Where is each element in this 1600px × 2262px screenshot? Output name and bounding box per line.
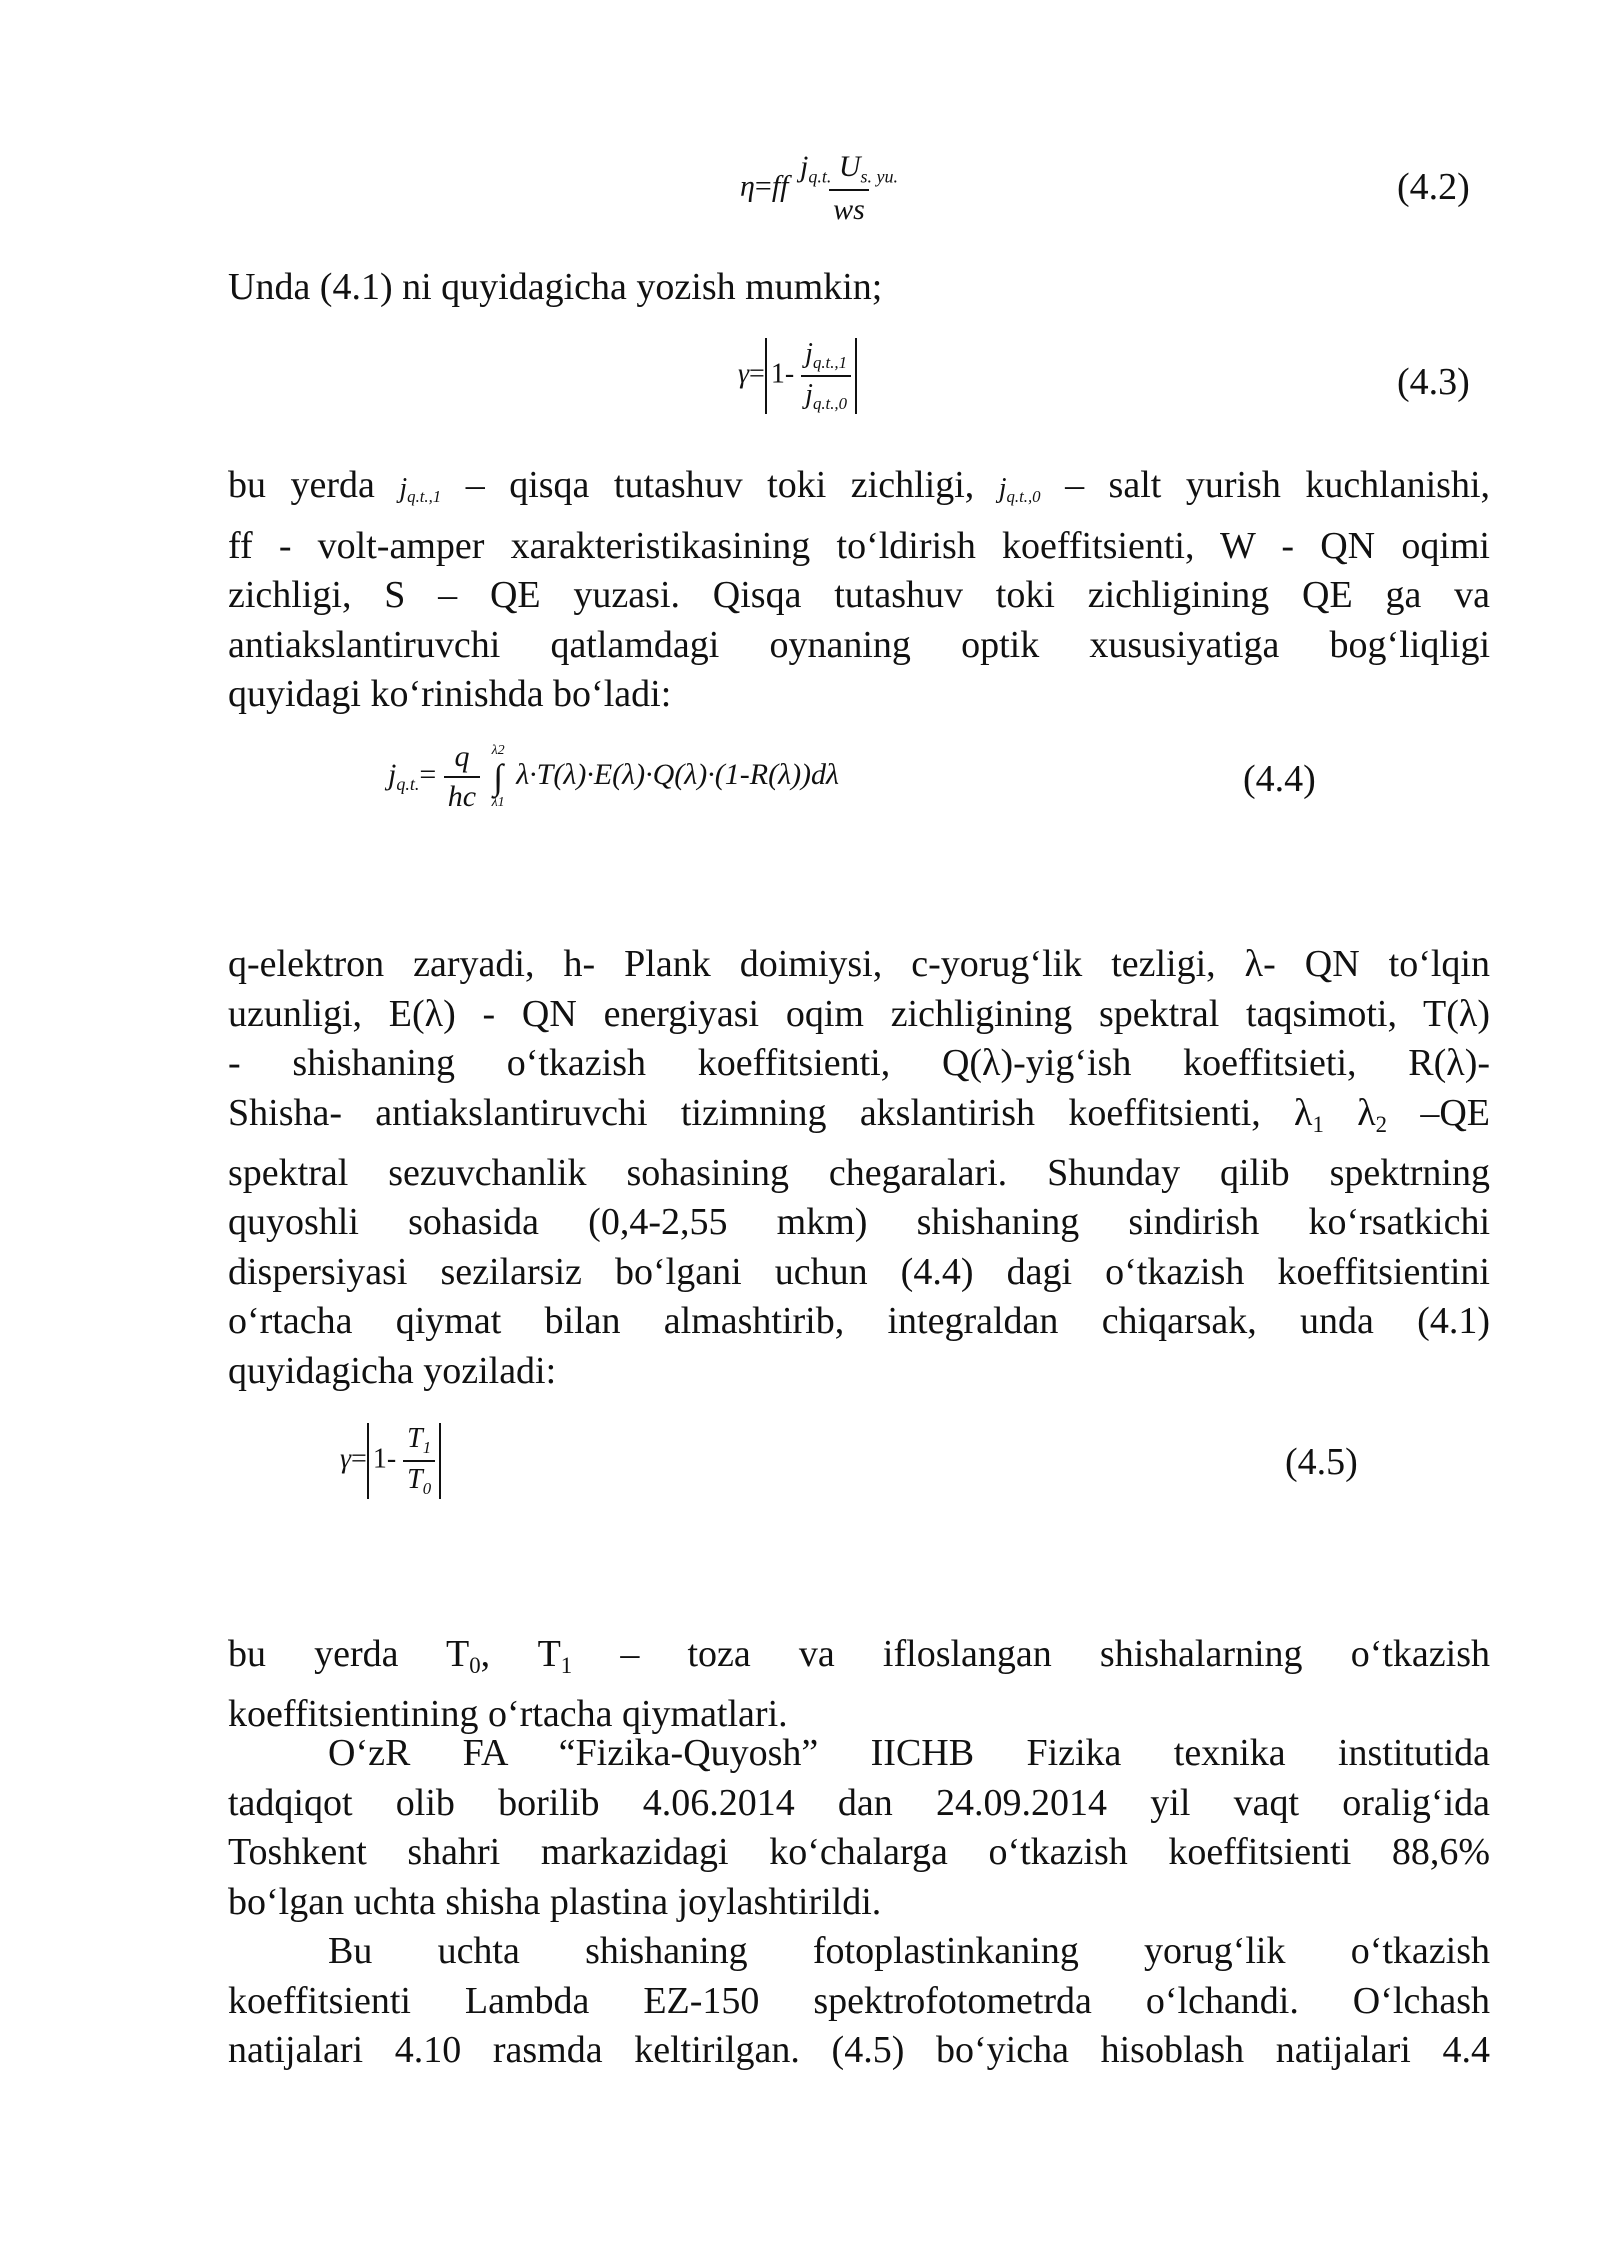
p1-text: Unda (4.1) ni quyidagicha yozish mumkin; [228,266,883,308]
p5-line-2: tadqiqot olib borilib 4.06.2014 dan 24.09.2014 yil vaqt oralig‘ida [228,1781,1490,1824]
eq-4-4-number: (4.4) [1243,758,1316,800]
eq-4-4-upper-limit: λ2 [491,743,505,758]
p4-line-1 [228,1630,1490,1690]
eq-4-2-denominator: ws [829,189,869,227]
eq-4-4-integrand: λ·T(λ)·E(λ)·Q(λ)·(1-R(λ))dλ [516,757,840,791]
eq-4-4-fraction [444,740,480,814]
eq-4-2-lhs: η [740,169,755,203]
eq-4-4-lhs-sub: q.t. [396,774,420,795]
eq-4-3-denominator [801,375,851,414]
eq-4-3-num-sub: q.t.,1 [812,352,847,372]
eq-4-3-den-sub: q.t.,0 [812,393,847,413]
p2-sym1: j [399,473,408,504]
eq-4-4-integral [492,743,505,811]
p3-line-8: o‘rtacha qiymat bilan almashtirib, integraldan chiqarsak, unda (4.1) [228,1300,1490,1343]
eq-4-5-fraction [403,1423,435,1499]
eq-4-2-ff: ff [771,169,789,203]
p3-l4-c: –QE [1387,1091,1490,1134]
p3-l4-s1: 1 [1312,1111,1324,1137]
eq-4-4-denominator: hc [444,776,480,814]
eq-4-2-j: j [799,150,809,183]
equation-4-5 [340,1423,441,1499]
paragraph-3 [228,940,1490,1396]
eq-4-2-number: (4.2) [1397,166,1470,208]
p3-line-2: uzunligi, E(λ) - QN energiyasi oqim zichligining spektral taqsimoti, T(λ) [228,992,1490,1035]
p3-line-9: quyidagicha yoziladi: [228,1349,557,1392]
p3-line-4 [228,1089,1490,1149]
eq-4-4-lhs-j: j [388,757,397,791]
p2-sym2-sub: q.t.,0 [1006,487,1041,507]
paragraph-5 [228,1729,1490,1927]
eq-4-5-den-sub: 0 [422,1478,432,1498]
p2-sym1-sub: q.t.,1 [407,487,442,507]
eq-4-3-abs [765,338,857,414]
equation-4-2 [740,150,902,227]
eq-4-3-minus: - [784,358,795,390]
eq-4-5-num-sub: 1 [422,1437,432,1457]
eq-4-5-den-t: T [407,1463,423,1495]
eq-4-5-denominator [403,1460,435,1499]
eq-4-3-lhs: γ [738,358,750,390]
paragraph-6 [228,1927,1490,2076]
p5-line-1: O‘zR FA “Fizika-Quyosh” IICHB Fizika texnika institutida [328,1732,1490,1774]
eq-4-5-equals: = [351,1443,367,1475]
p3-l4-b: λ [1323,1091,1376,1134]
p4-line-2: koeffitsientining o‘rtacha qiymatlari. [228,1693,788,1736]
p2-line-5: quyidagi ko‘rinishda bo‘ladi: [228,673,672,716]
paragraph-1 [228,263,1490,313]
paragraph-2 [228,461,1490,720]
eq-4-5-number: (4.5) [1285,1441,1358,1483]
p5-line-4: bo‘lgan uchta shisha plastina joylashtirildi. [228,1880,882,1923]
p2-line-3: zichligi, S – QE yuzasi. Qisqa tutashuv toki zichligining QE ga va [228,574,1490,617]
eq-4-5-lhs: γ [340,1443,352,1475]
eq-4-4-numerator: q [454,740,470,773]
integral-sign-icon: ∫ [493,757,504,797]
p2-symbol-jqt0 [998,473,1041,507]
eq-4-5-abs [367,1423,441,1499]
eq-4-5-num-t: T [407,1423,423,1454]
p4-l1-s0: 0 [469,1652,481,1678]
paragraph-4 [228,1630,1490,1740]
eq-4-2-equals: = [754,169,772,203]
eq-4-4-lower-limit: λ1 [491,795,505,810]
p2-line-1 [228,461,1490,522]
p4-l1-s1: 1 [560,1652,573,1678]
eq-4-3-one: 1 [770,358,785,390]
eq-4-3-equals: = [749,358,765,390]
eq-4-3-numerator [801,338,851,375]
eq-4-3-number: (4.3) [1397,361,1470,403]
eq-4-3-fraction [801,338,851,414]
eq-4-2-j-sub: q.t. [808,166,832,187]
equation-4-3 [738,338,857,414]
p3-line-5: spektral sezuvchanlik sohasining chegaralari. Shunday qilib spektrning [228,1151,1490,1194]
p3-line-7: dispersiyasi sezilarsiz bo‘lgani uchun (4.4) dagi o‘tkazish koeffitsientini [228,1250,1490,1293]
eq-4-2-numerator [796,150,902,189]
p2-sym2: j [998,473,1007,504]
p2-symbol-jqt1 [399,473,442,507]
p2-l1-a: bu yerda [228,464,375,506]
p3-line-6: quyoshli sohasida (0,4-2,55 mkm) shishaning sindirish ko‘rsatkichi [228,1201,1490,1244]
equation-4-4 [388,740,839,814]
eq-4-4-equals: = [419,757,437,791]
p4-l1-c: – toza va ifloslangan shishalarning o‘tkazish [572,1633,1490,1675]
p4-l1-b: , T [480,1633,561,1675]
p6-line-1: Bu uchta shishaning fotoplastinkaning yorug‘lik o‘tkazish [328,1930,1490,1972]
eq-4-2-fraction [796,150,902,227]
eq-4-5-one: 1 [372,1443,387,1475]
p5-line-3: Toshkent shahri markazidagi ko‘chalarga o‘tkazish koeffitsienti 88,6% [228,1831,1490,1873]
p2-l1-b: – qisqa tutashuv toki zichligi, [465,464,975,506]
eq-4-2-u-sub: s. yu. [860,166,899,187]
p6-line-2: koeffitsienti Lambda EZ-150 spektrofotometrda o‘lchandi. O‘lchash [228,1979,1490,2022]
p2-l1-c: – salt yurish kuchlanishi, [1065,464,1491,506]
eq-4-3-den-j: j [805,378,813,410]
p4-l1-a: bu yerda T [228,1633,470,1675]
p3-line-3: - shishaning o‘tkazish koeffitsienti, Q(λ)-yig‘ish koeffitsieti, R(λ)- [228,1042,1490,1084]
p3-l4-s2: 2 [1375,1111,1388,1137]
p3-l4-a: Shisha- antiakslantiruvchi tizimning akslantirish koeffitsienti, λ [228,1091,1313,1134]
p2-line-2: ff - volt-amper xarakteristikasining to‘ldirish koeffitsienti, W - QN oqimi [228,524,1490,567]
eq-4-5-numerator [403,1423,435,1460]
p6-line-3: natijalari 4.10 rasmda keltirilgan. (4.5) bo‘yicha hisoblash natijalari 4.4 [228,2029,1490,2071]
eq-4-3-num-j: j [805,338,813,369]
p2-line-4: antiakslantiruvchi qatlamdagi oynaning optik xususiyatiga bog‘liqligi [228,623,1490,666]
p3-line-1: q-elektron zaryadi, h- Plank doimiysi, c-yorug‘lik tezligi, λ- QN to‘lqin [228,943,1490,985]
eq-4-2-u: U [838,150,861,183]
eq-4-5-minus: - [386,1443,397,1475]
